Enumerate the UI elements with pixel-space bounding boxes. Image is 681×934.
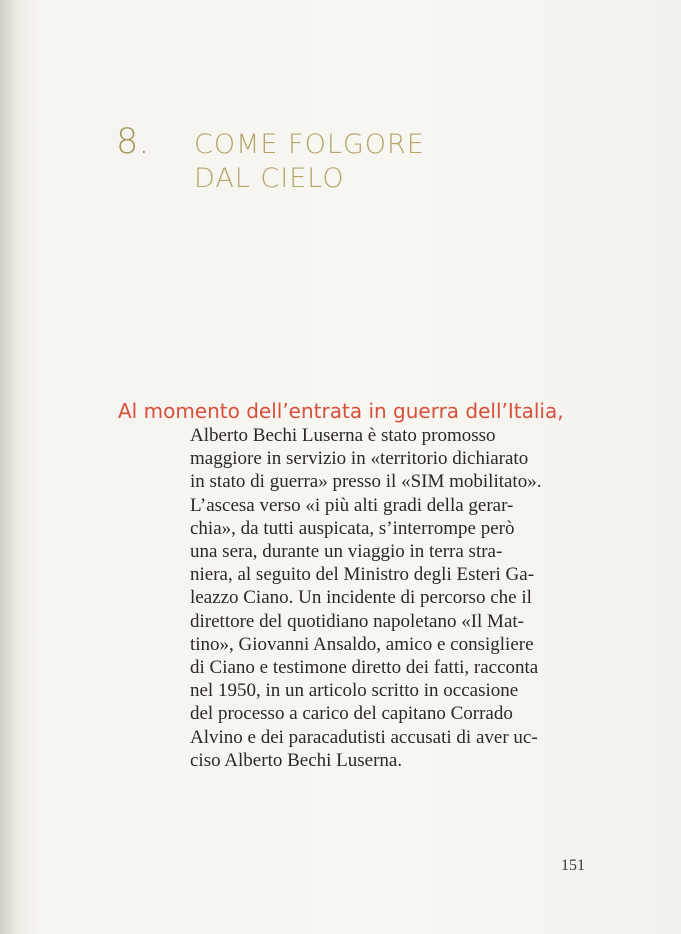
body-line: Alvino e dei paracadutisti accusati di aver uc- bbox=[190, 726, 538, 748]
chapter-title-line: COME FOLGORE bbox=[194, 129, 425, 160]
body-line: leazzo Ciano. Un incidente di percorso che il bbox=[190, 587, 532, 609]
body-line: niera, al seguito del Ministro degli Esteri Ga- bbox=[190, 564, 535, 586]
chapter-title bbox=[194, 128, 425, 196]
body-line: una sera, durante un viaggio in terra stra- bbox=[190, 541, 503, 563]
body-line: del processo a carico del capitano Corrado bbox=[190, 703, 513, 725]
body-line: di Ciano e testimone diretto dei fatti, racconta bbox=[190, 657, 539, 679]
chapter-title-line: DAL CIELO bbox=[194, 163, 345, 194]
gutter-shadow bbox=[0, 0, 18, 934]
body-line: L’ascesa verso «i più alti gradi della gerar- bbox=[190, 494, 514, 516]
body-line: direttore del quotidiano napoletano «Il Mat- bbox=[190, 610, 524, 632]
body-line: ciso Alberto Bechi Luserna. bbox=[190, 749, 403, 771]
body-line: chia», da tutti auspicata, s’interrompe però bbox=[190, 517, 515, 539]
body-line: nel 1950, in un articolo scritto in occasione bbox=[190, 680, 519, 702]
body-line: Alberto Bechi Luserna è stato promosso bbox=[190, 425, 496, 446]
body-paragraph bbox=[190, 424, 592, 772]
body-line: tino», Giovanni Ansaldo, amico e consigliere bbox=[190, 633, 534, 655]
body-line: in stato di guerra» presso il «SIM mobilitato». bbox=[190, 471, 542, 493]
body-line: maggiore in servizio in «territorio dichiarato bbox=[190, 448, 529, 470]
chapter-number: 8. bbox=[116, 122, 150, 162]
page-number: 151 bbox=[561, 857, 585, 874]
lead-in-text: Al momento dell’entrata in guerra dell’Italia, bbox=[118, 399, 564, 423]
